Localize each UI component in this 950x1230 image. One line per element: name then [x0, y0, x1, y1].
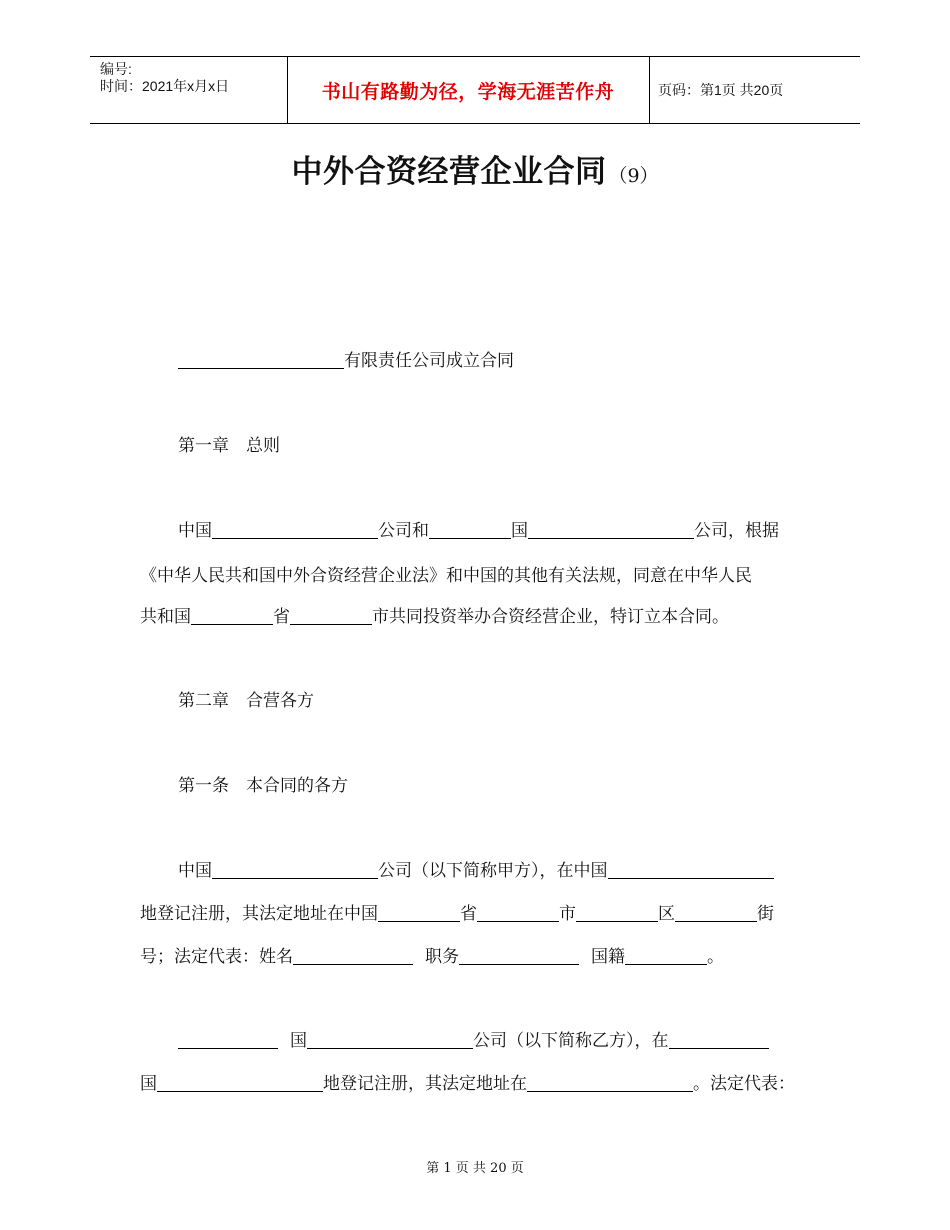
header-page-label: 页码：第1页 共20页 [658, 82, 784, 98]
text-segment: 地登记注册，其法定地址在中国 [140, 904, 378, 924]
blank-field [477, 904, 559, 922]
blank-field [429, 521, 511, 539]
paragraph-line [140, 1073, 795, 1095]
blank-field [290, 607, 372, 625]
paragraph-line [178, 520, 779, 542]
blank-field [608, 861, 774, 879]
text-segment: 街 [757, 904, 774, 924]
paragraph-line [178, 1030, 769, 1052]
blank-field [293, 947, 413, 965]
document-header [90, 56, 860, 124]
text-segment: 市共同投资举办合资经营企业，特订立本合同。 [372, 607, 729, 627]
paragraph-line: 《中华人民共和国中外合资经营企业法》和中国的其他有关法规，同意在中华人民 [140, 566, 752, 586]
page-footer: 第 1 页 共 20 页 [426, 1161, 524, 1176]
title-number: （9） [608, 165, 659, 187]
blank-field [178, 1031, 278, 1049]
title-text: 中外合资经营企业合同 [291, 154, 607, 190]
text-segment: 地登记注册，其法定地址在 [323, 1074, 527, 1094]
blank-field [527, 1074, 693, 1092]
blank-field [669, 1031, 769, 1049]
text-segment: 中国 [178, 521, 212, 541]
text-segment: 。 [707, 947, 724, 967]
text-segment: 公司和 [378, 521, 429, 541]
text-segment: 国 [140, 1074, 157, 1094]
blank-field [178, 351, 344, 369]
text-segment: 省 [273, 607, 290, 627]
text-segment: 公司（以下简称甲方），在中国 [378, 861, 608, 881]
subtitle-line [178, 350, 514, 372]
chapter-heading: 第二章 合营各方 [178, 691, 314, 711]
header-motto: 书山有路勤为径，学海无涯苦作舟 [321, 80, 615, 103]
text-segment: 国籍 [591, 947, 625, 967]
header-divider [649, 57, 650, 123]
blank-field [625, 947, 707, 965]
blank-field [212, 521, 378, 539]
blank-field [576, 904, 658, 922]
paragraph-line [140, 903, 774, 925]
paragraph-line [178, 860, 774, 882]
text-segment: 职务 [425, 947, 459, 967]
header-meta [100, 61, 229, 95]
subtitle-suffix: 有限责任公司成立合同 [344, 351, 514, 371]
text-segment: 国 [290, 1031, 307, 1051]
text-segment: 共和国 [140, 607, 191, 627]
text-segment: 省 [460, 904, 477, 924]
blank-field [157, 1074, 323, 1092]
text-segment: 市 [559, 904, 576, 924]
blank-field [459, 947, 579, 965]
chapter-heading: 第一章 总则 [178, 436, 280, 456]
text-segment: 公司，根据 [694, 521, 779, 541]
text-segment: 号；法定代表：姓名 [140, 947, 293, 967]
text-segment: 区 [658, 904, 675, 924]
blank-field [212, 861, 378, 879]
document-number-label: 编号: [100, 61, 132, 77]
text-segment: 。法定代表： [693, 1074, 795, 1094]
blank-field [378, 904, 460, 922]
blank-field [191, 607, 273, 625]
blank-field [307, 1031, 473, 1049]
text-segment: 国 [511, 521, 528, 541]
document-title [0, 146, 950, 191]
text-segment: 中国 [178, 861, 212, 881]
blank-field [528, 521, 694, 539]
blank-field [675, 904, 757, 922]
document-time-label: 时间：2021年x月x日 [100, 78, 230, 94]
article-heading: 第一条 本合同的各方 [178, 776, 348, 796]
paragraph-line [140, 946, 724, 968]
text-segment: 公司（以下简称乙方），在 [473, 1031, 669, 1051]
paragraph-line [140, 606, 729, 628]
